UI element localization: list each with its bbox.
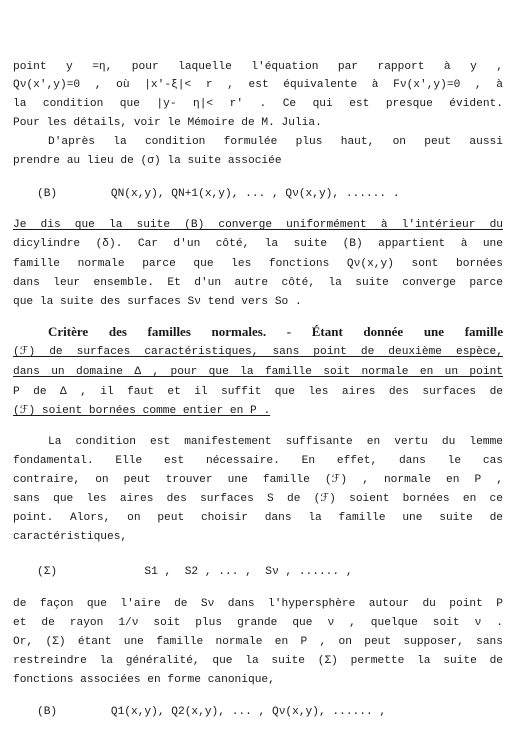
text-line: point. Alors, on peut choisir dans la famille une suite de — [13, 512, 503, 524]
text-line: que la suite des surfaces Sν tend vers So . — [13, 296, 302, 308]
text-line: (ℱ) de surfaces caractéristiques, sans point de deuxième espèce, — [13, 346, 503, 358]
text-line: point y =η, pour laquelle l'équation par rapport à y , — [13, 61, 503, 73]
text-line: Or, (Σ) étant une famille normale en P , on peut supposer, sans — [13, 636, 503, 648]
text-line: P de Δ , il faut et il suffit que les aires des surfaces de — [13, 386, 503, 398]
text-line: dans un domaine Δ , pour que la famille soit normale en un point — [13, 366, 503, 378]
formula-line: (B) Q1(x,y), Q2(x,y), ... , Qν(x,y), ...... , — [37, 706, 387, 718]
text-line: Qν(x',y)=0 , où |x'-ξ|< r , est équivalente à Fν(x',y)=0 , à — [13, 79, 503, 91]
text-line: fondamental. Elle est nécessaire. En effet, dans le cas — [13, 455, 503, 467]
text-line: (ℱ) soient bornées comme entier en P . — [13, 405, 271, 417]
text-line: prendre au lieu de (σ) la suite associée — [13, 155, 282, 167]
formula-line: (Σ) S1 , S2 , ... , Sν , ...... , — [37, 566, 353, 578]
text-line: famille normale parce que les fonctions Qν(x,y) sont bornées — [13, 258, 503, 270]
text-line: sans que les aires des surfaces S de (ℱ) soient bornées en ce — [13, 493, 503, 505]
text-line: Pour les détails, voir le Mémoire de M. Julia. — [13, 117, 322, 129]
text-line: restreindre la généralité, que la suite (Σ) permette la suite de — [13, 655, 503, 667]
text-line: dans leur ensemble. Et d'un autre côté, la suite converge parce — [13, 277, 503, 289]
text-line: D'après la condition formulée plus haut, on peut aussi — [48, 136, 503, 148]
text-line: La condition est manifestement suffisante en vertu du lemme — [48, 436, 503, 448]
text-line: la condition que |y- η|< r' . Ce qui est presque évident. — [13, 98, 503, 110]
text-line: contraire, on peut trouver une famille (ℱ) , normale en P , — [13, 474, 503, 486]
text-line: de façon que l'aire de Sν dans l'hypersphère autour du point P — [13, 598, 503, 610]
text-line: caractéristiques, — [13, 531, 128, 543]
section-heading: Critère des familles normales. - Étant donnée une famille — [48, 324, 503, 339]
text-line: dicylindre (δ). Car d'un côté, la suite (B) appartient à une — [13, 238, 503, 250]
text-line: fonctions associées en forme canonique, — [13, 674, 275, 686]
formula-line: (B) QN(x,y), QN+1(x,y), ... , Qν(x,y), ...... . — [37, 188, 400, 200]
text-line: et de rayon 1/ν soit plus grande que ν , quelque soit ν . — [13, 617, 503, 629]
text-line: Je dis que la suite (B) converge uniformément à l'intérieur du — [13, 219, 503, 231]
